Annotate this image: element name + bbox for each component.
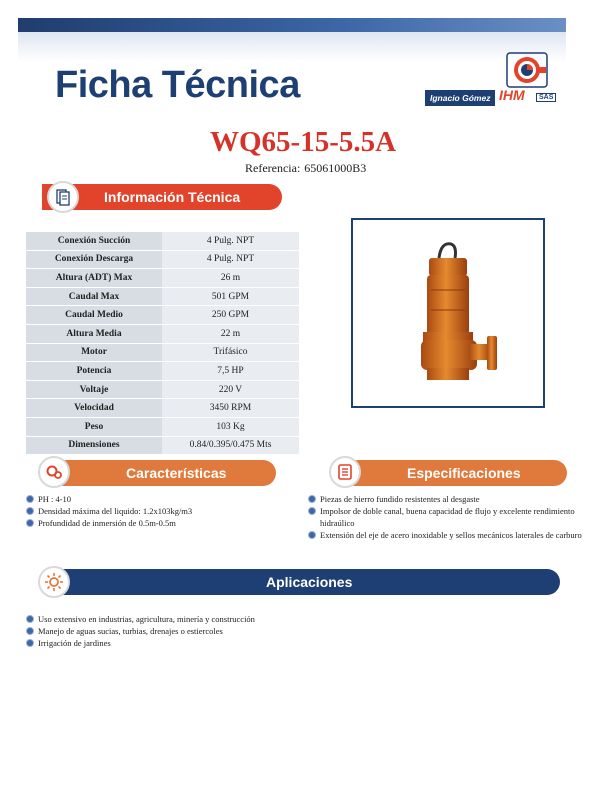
spec-value: 250 GPM bbox=[162, 306, 299, 325]
pump-image bbox=[353, 220, 543, 406]
product-model: WQ65-15-5.5A bbox=[210, 126, 397, 158]
section-aplicaciones-title: Aplicaciones bbox=[266, 574, 353, 590]
section-caracteristicas-header bbox=[48, 460, 276, 486]
bullet-icon bbox=[26, 495, 34, 503]
spec-label: Conexión Descarga bbox=[26, 250, 162, 269]
company-logo bbox=[425, 52, 563, 110]
reference-value: 65061000B3 bbox=[304, 161, 367, 175]
spec-row bbox=[26, 380, 299, 399]
document-icon bbox=[54, 188, 72, 206]
section-caracteristicas-title: Características bbox=[126, 465, 227, 481]
spec-label: Velocidad bbox=[26, 399, 162, 418]
especificaciones-icon-badge bbox=[329, 456, 361, 488]
product-reference bbox=[245, 161, 366, 176]
pump-logo-icon bbox=[505, 52, 551, 88]
spec-row bbox=[26, 269, 299, 288]
spec-row bbox=[26, 250, 299, 269]
list-item bbox=[26, 637, 426, 649]
gears-icon bbox=[44, 462, 64, 482]
list-item-text: Extensión del eje de acero inoxidable y sellos mecánicos laterales de carburo bbox=[320, 530, 582, 540]
spec-label: Caudal Max bbox=[26, 287, 162, 306]
header-band bbox=[18, 18, 566, 32]
spec-row bbox=[26, 287, 299, 306]
spec-value: 103 Kg bbox=[162, 417, 299, 436]
logo-name: Ignacio Gómez bbox=[425, 90, 495, 106]
spec-label: Caudal Medio bbox=[26, 306, 162, 325]
spec-label: Voltaje bbox=[26, 380, 162, 399]
list-item-text: Uso extensivo en industrias, agricultura, minería y construcción bbox=[38, 614, 255, 624]
list-item bbox=[308, 505, 588, 529]
spec-value: 22 m bbox=[162, 324, 299, 343]
page-title: Ficha Técnica bbox=[55, 64, 300, 106]
list-item-text: Irrigación de jardines bbox=[38, 638, 111, 648]
spec-value: 501 GPM bbox=[162, 287, 299, 306]
caracteristicas-icon-badge bbox=[38, 456, 70, 488]
spec-value: 26 m bbox=[162, 269, 299, 288]
bullet-icon bbox=[26, 519, 34, 527]
specs-table bbox=[26, 232, 299, 455]
bullet-icon bbox=[26, 639, 34, 647]
list-item-text: Piezas de hierro fundido resistentes al desgaste bbox=[320, 494, 480, 504]
bullet-icon bbox=[308, 531, 316, 539]
spec-row bbox=[26, 232, 299, 250]
checklist-icon bbox=[336, 463, 354, 481]
spec-value: 0.84/0.395/0.475 Mts bbox=[162, 436, 299, 455]
sun-gear-icon bbox=[44, 572, 64, 592]
list-item bbox=[26, 613, 426, 625]
section-especificaciones-title: Especificaciones bbox=[407, 465, 521, 481]
section-info-title: Información Técnica bbox=[104, 189, 241, 205]
spec-label: Conexión Succión bbox=[26, 232, 162, 250]
reference-label: Referencia: bbox=[245, 161, 301, 175]
list-item bbox=[26, 625, 426, 637]
bullet-icon bbox=[26, 507, 34, 515]
bullet-icon bbox=[308, 507, 316, 515]
bullet-icon bbox=[308, 495, 316, 503]
spec-row bbox=[26, 417, 299, 436]
spec-label: Dimensiones bbox=[26, 436, 162, 455]
spec-row bbox=[26, 306, 299, 325]
list-item bbox=[26, 517, 286, 529]
spec-row bbox=[26, 436, 299, 455]
spec-row bbox=[26, 324, 299, 343]
spec-value: 220 V bbox=[162, 380, 299, 399]
list-item-text: Manejo de aguas sucias, turbias, drenajes o estiercoles bbox=[38, 626, 223, 636]
spec-row bbox=[26, 343, 299, 362]
spec-row bbox=[26, 399, 299, 418]
especificaciones-list bbox=[308, 493, 588, 541]
list-item bbox=[308, 529, 588, 541]
product-photo bbox=[351, 218, 545, 408]
spec-value: 4 Pulg. NPT bbox=[162, 232, 299, 250]
list-item-text: Densidad máxima del liquido: 1.2x103kg/m3 bbox=[38, 506, 193, 516]
list-item bbox=[26, 505, 286, 517]
list-item bbox=[26, 493, 286, 505]
spec-label: Potencia bbox=[26, 362, 162, 381]
spec-value: 3450 RPM bbox=[162, 399, 299, 418]
list-item-text: Profundidad de inmersión de 0.5m-0.5m bbox=[38, 518, 176, 528]
aplicaciones-list bbox=[26, 613, 426, 649]
section-aplicaciones-header bbox=[48, 569, 560, 595]
section-especificaciones-header bbox=[345, 460, 567, 486]
spec-label: Motor bbox=[26, 343, 162, 362]
spec-value: Trifásico bbox=[162, 343, 299, 362]
spec-label: Peso bbox=[26, 417, 162, 436]
list-item-text: PH : 4-10 bbox=[38, 494, 72, 504]
spec-label: Altura (ADT) Max bbox=[26, 269, 162, 288]
caracteristicas-list bbox=[26, 493, 286, 529]
spec-row bbox=[26, 362, 299, 381]
aplicaciones-icon-badge bbox=[38, 566, 70, 598]
spec-value: 4 Pulg. NPT bbox=[162, 250, 299, 269]
list-item-text: Impolsor de doble canal, buena capacidad de flujo y excelente rendimiento hidraúlico bbox=[320, 506, 575, 528]
spec-value: 7,5 HP bbox=[162, 362, 299, 381]
bullet-icon bbox=[26, 627, 34, 635]
bullet-icon bbox=[26, 615, 34, 623]
list-item bbox=[308, 493, 588, 505]
info-section-icon-badge bbox=[47, 181, 79, 213]
logo-suffix: SAS bbox=[536, 93, 556, 102]
spec-label: Altura Media bbox=[26, 324, 162, 343]
logo-brand: IHM bbox=[499, 87, 525, 103]
